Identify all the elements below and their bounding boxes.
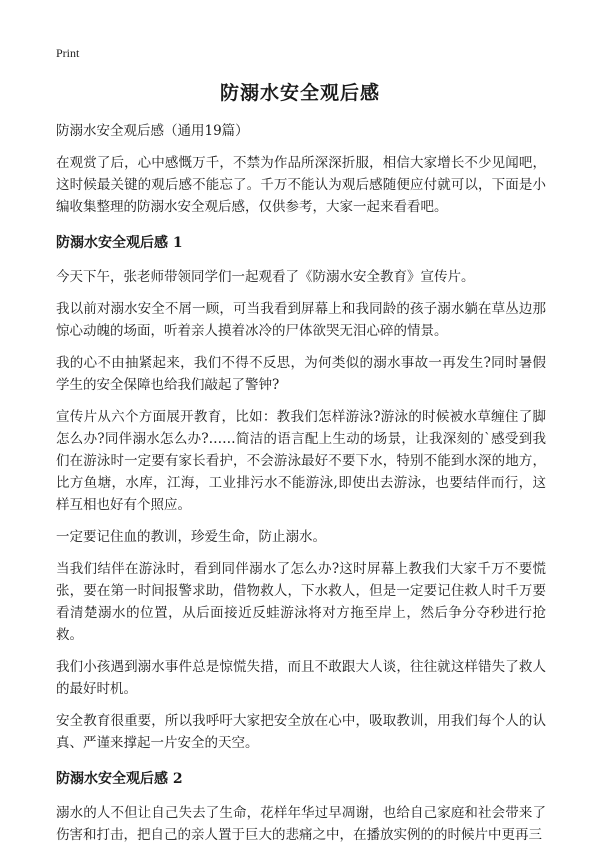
- page-title: 防溺水安全观后感: [219, 82, 380, 104]
- paragraph: 溺水的人不但让自己失去了生命，花样年华过早凋谢，也给自己家庭和社会带来了伤害和打击，把自己的亲人置于巨大的悲痛之中，在播放实例的的时候片中更再三: [56, 805, 546, 843]
- paragraph: 宣传片从六个方面展开教育，比如：教我们怎样游泳?游泳的时候被水草缠住了脚怎么办?同伴溺水怎么办?……简洁的语言配上生动的场景，让我深刻的`感受到我们在游泳时一定要有家长看护，不会游泳最好不要下水，特别不能到水深的地方，比方鱼塘，水库，江海，工业排污水不能游泳,即使出去游泳，也要结伴而行，这样互相也好有个照应。: [56, 409, 546, 513]
- paragraph: 我们小孩遇到溺水事件总是惊慌失措，而且不敢跟大人谈，往往就这样错失了救人的最好时机。: [56, 659, 546, 697]
- document-subtitle: 防溺水安全观后感（通用19篇）: [56, 123, 249, 139]
- paragraph: 今天下午，张老师带领同学们一起观看了《防溺水安全教育》宣传片。: [56, 269, 475, 285]
- print-link[interactable]: Print: [56, 46, 80, 60]
- paragraph: 当我们结伴在游泳时，看到同伴溺水了怎么办?这时屏幕上教我们大家千万不要慌张，要在第一时间报警求助，借物救人，下水救人，但是一定要记住救人时千万要看清楚溺水的位置，从后面接近反蛙游泳将对方拖至岸上，然后争分夺秒进行抢救。: [56, 561, 546, 643]
- intro-paragraph: 在观赏了后，心中感慨万千，不禁为作品所深深折服，相信大家增长不少见闻吧，这时候最关键的观后感不能忘了。千万不能认为观后感随便应付就可以，下面是小编收集整理的防溺水安全观后感，仅供参考，大家一起来看看吧。: [56, 155, 546, 215]
- section-heading: 防溺水安全观后感 2: [56, 771, 183, 787]
- paragraph: 我的心不由抽紧起来，我们不得不反思，为何类似的溺水事故一再发生?同时暑假学生的安全保障也给我们敲起了警钟?: [56, 355, 546, 393]
- paragraph: 我以前对溺水安全不屑一顾，可当我看到屏幕上和我同龄的孩子溺水躺在草丛边那惊心动魄的场面，听着亲人摸着冰冷的尸体欲哭无泪心碎的情景。: [56, 301, 546, 339]
- section-1: [56, 232, 546, 754]
- paragraph: 一定要记住血的教训，珍爱生命，防止溺水。: [56, 529, 326, 545]
- document-body: [56, 120, 546, 856]
- paragraph: 安全教育很重要，所以我呼吁大家把安全放在心中，吸取教训，用我们每个人的认真、严谨来撑起一片安全的天空。: [56, 713, 546, 751]
- section-2: [56, 768, 546, 846]
- section-heading: 防溺水安全观后感 1: [56, 235, 183, 251]
